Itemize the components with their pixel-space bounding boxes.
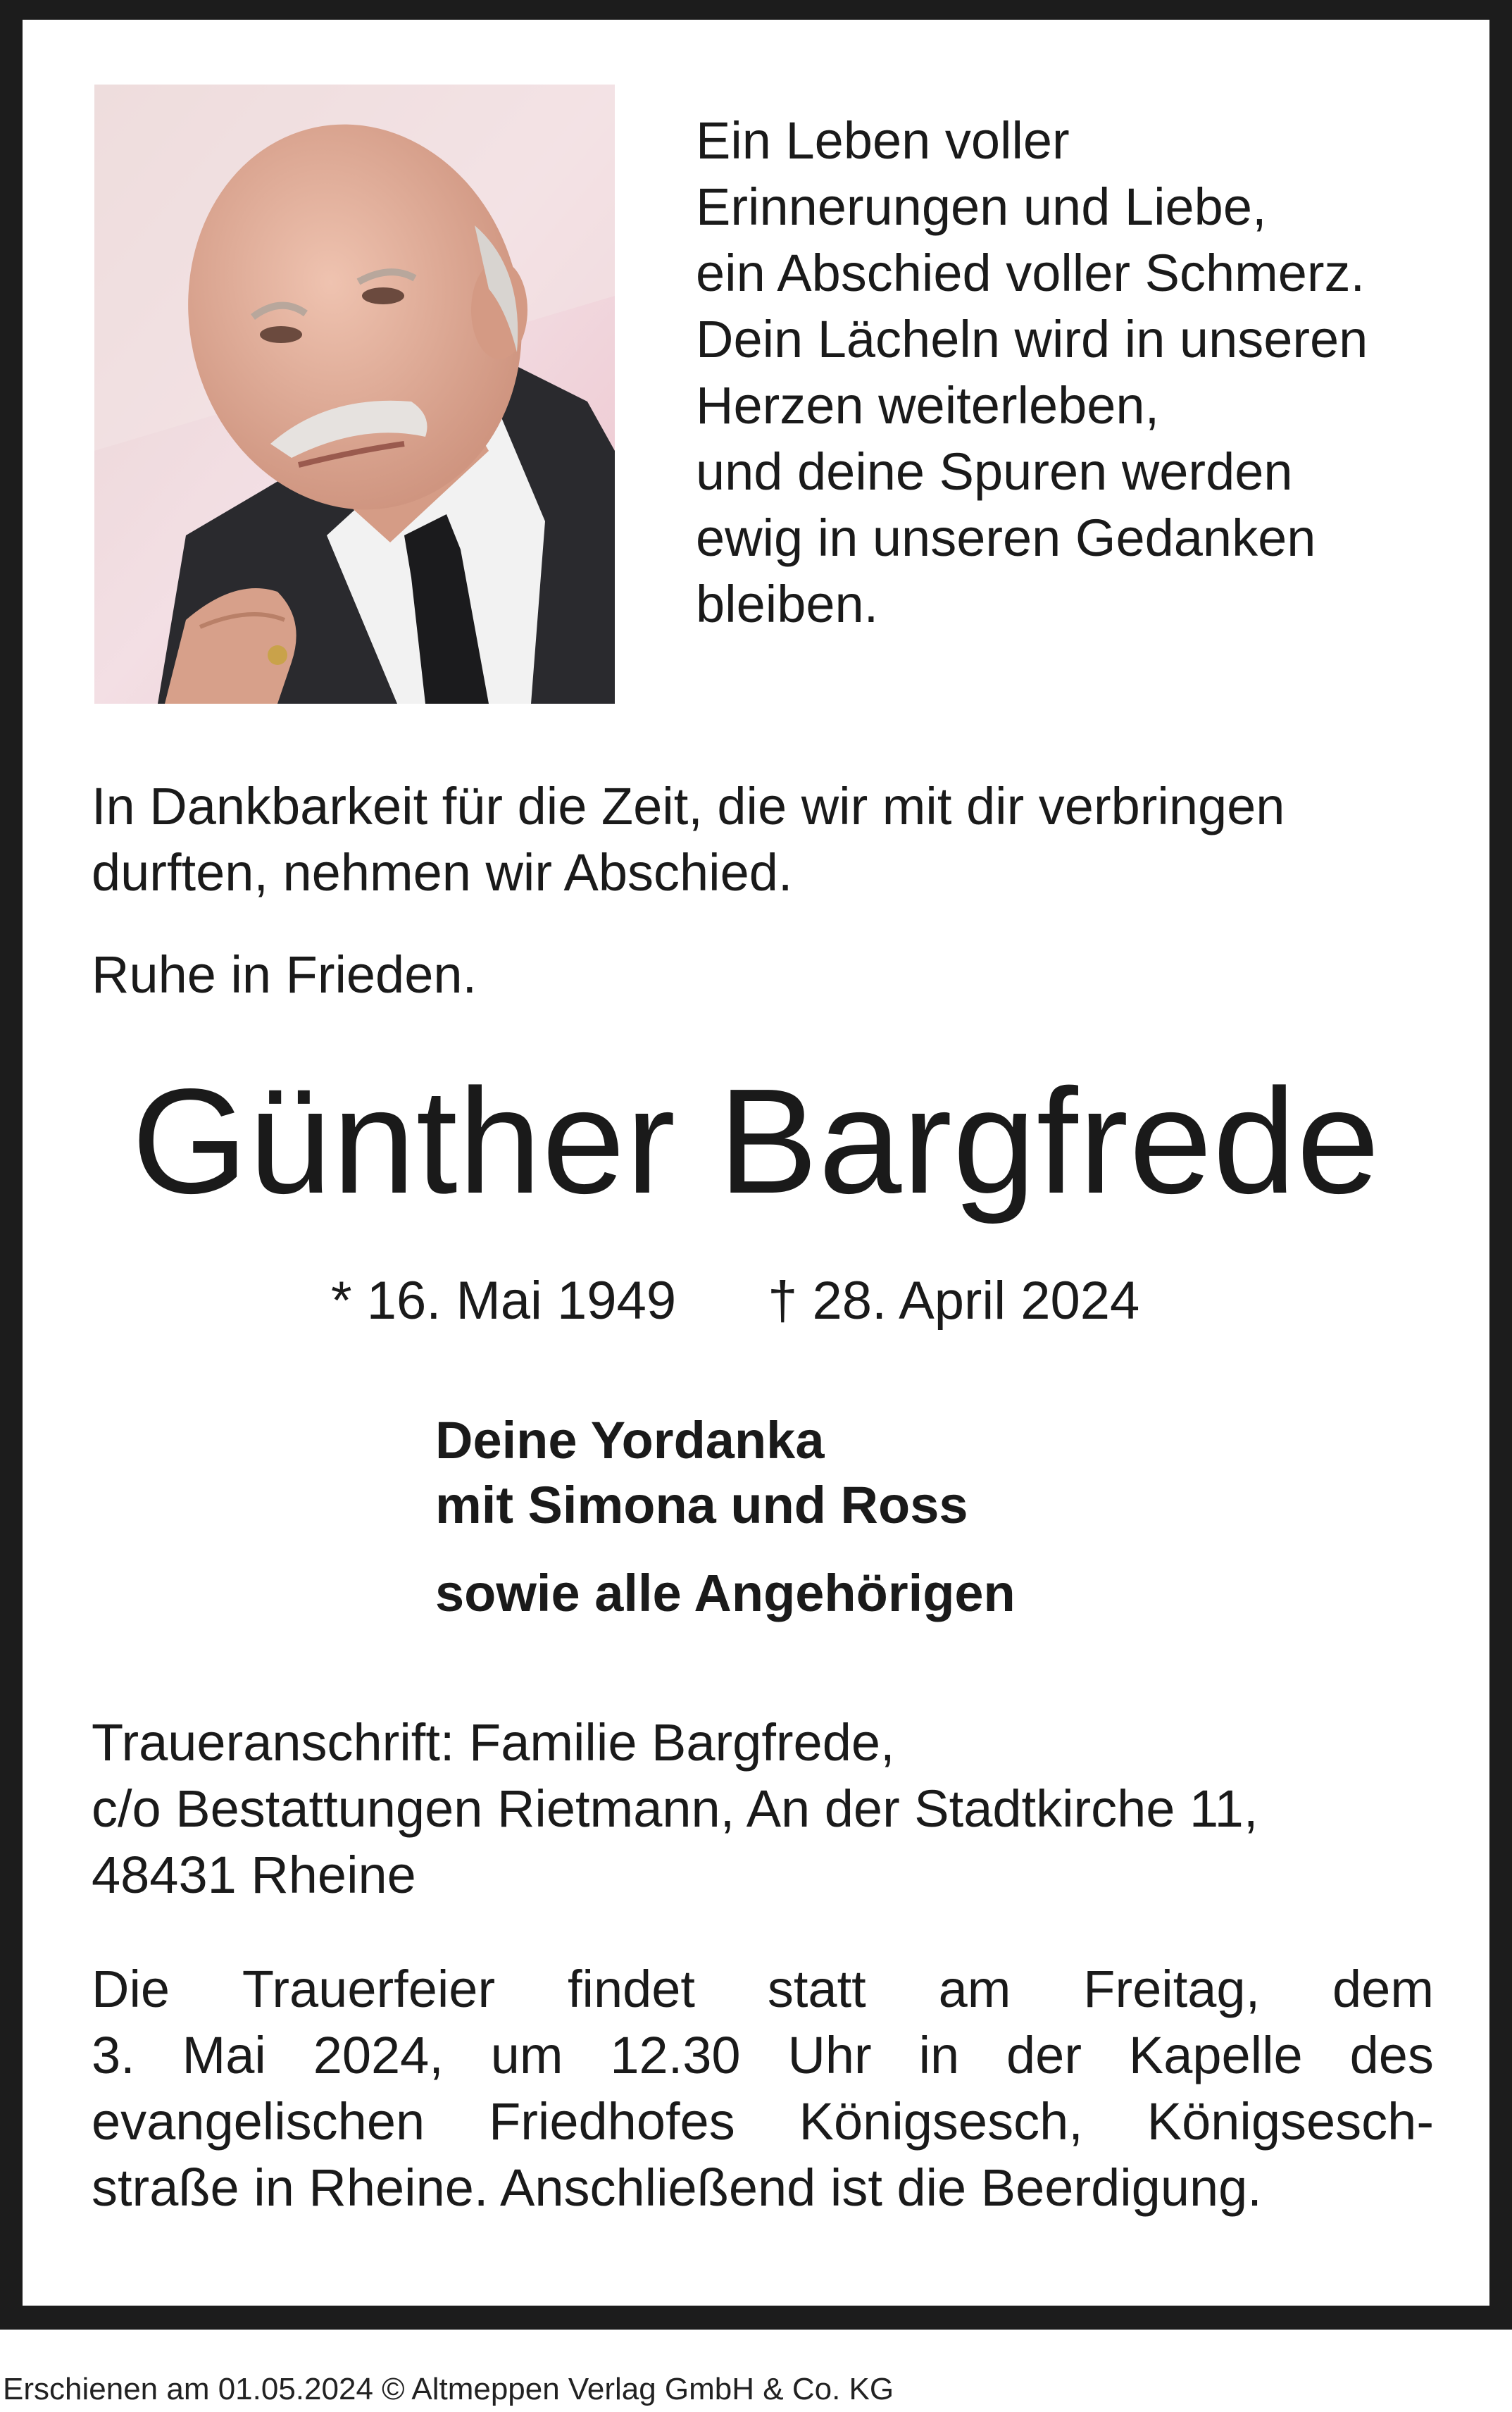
word: evangelischen: [92, 2092, 425, 2151]
poem-line: Ein Leben voller: [696, 111, 1070, 170]
ceremony-line: [92, 2155, 1434, 2221]
poem-line: bleiben.: [696, 575, 879, 633]
ceremony-line: [92, 1956, 1434, 2022]
word: Friedhofes: [489, 2092, 735, 2151]
deceased-name: Günther Bargfrede: [132, 1057, 1380, 1224]
word: Mai: [182, 2026, 266, 2084]
ceremony-text: [92, 1956, 1434, 2221]
word: Trauerfeier: [242, 1960, 496, 2018]
address-line: c/o Bestattungen Rietmann, An der Stadtkirche 11,: [92, 1779, 1258, 1838]
mourner-line-1: Deine Yordanka: [435, 1411, 825, 1469]
word: statt: [767, 1960, 866, 2018]
memorial-poem: [696, 108, 1470, 638]
gratitude-line: durften, nehmen wir Abschied.: [92, 843, 793, 902]
word: Kapelle: [1128, 2026, 1303, 2084]
birth-date: * 16. Mai 1949: [331, 1271, 677, 1331]
word: 2024,: [313, 2026, 444, 2084]
word: Königsesch-: [1147, 2092, 1434, 2151]
address-line: 48431 Rheine: [92, 1846, 416, 1904]
word: Uhr: [787, 2026, 872, 2084]
word: 12.30: [610, 2026, 741, 2084]
mourning-address: [92, 1710, 1430, 1908]
mourner-line-2: mit Simona und Ross: [435, 1476, 968, 1534]
ceremony-line: [92, 2089, 1434, 2155]
publication-footer: Erschienen am 01.05.2024 © Altmeppen Verlag GmbH & Co. KG: [3, 2372, 894, 2406]
word: am: [938, 1960, 1011, 2018]
portrait-photo: [94, 85, 615, 704]
gratitude-line: In Dankbarkeit für die Zeit, die wir mit dir verbringen: [92, 777, 1285, 835]
word: dem: [1332, 1960, 1434, 2018]
word: 3.: [92, 2026, 135, 2084]
word: straße in Rheine. Anschließend ist die Beerdigung.: [92, 2158, 1262, 2217]
word: Die: [92, 1960, 170, 2018]
poem-line: Dein Lächeln wird in unseren: [696, 310, 1368, 368]
death-date: † 28. April 2024: [768, 1271, 1140, 1331]
word: in: [918, 2026, 960, 2084]
word: des: [1349, 2026, 1434, 2084]
word: um: [490, 2026, 563, 2084]
poem-line: Erinnerungen und Liebe,: [696, 178, 1267, 236]
rest-in-peace: Ruhe in Frieden.: [92, 945, 477, 1004]
gratitude-text: [92, 773, 1430, 906]
word: findet: [567, 1960, 695, 2018]
poem-line: ein Abschied voller Schmerz.: [696, 244, 1366, 302]
word: Königsesch,: [799, 2092, 1083, 2151]
poem-line: ewig in unseren Gedanken: [696, 509, 1316, 567]
address-line: Traueranschrift: Familie Bargfrede,: [92, 1713, 895, 1772]
poem-line: Herzen weiterleben,: [696, 376, 1160, 435]
word: Freitag,: [1083, 1960, 1261, 2018]
ceremony-line: [92, 2022, 1434, 2089]
life-dates: [331, 1268, 1139, 1334]
poem-line: und deine Spuren werden: [696, 442, 1293, 501]
mourner-line-3: sowie alle Angehörigen: [435, 1564, 1016, 1622]
word: der: [1006, 2026, 1082, 2084]
